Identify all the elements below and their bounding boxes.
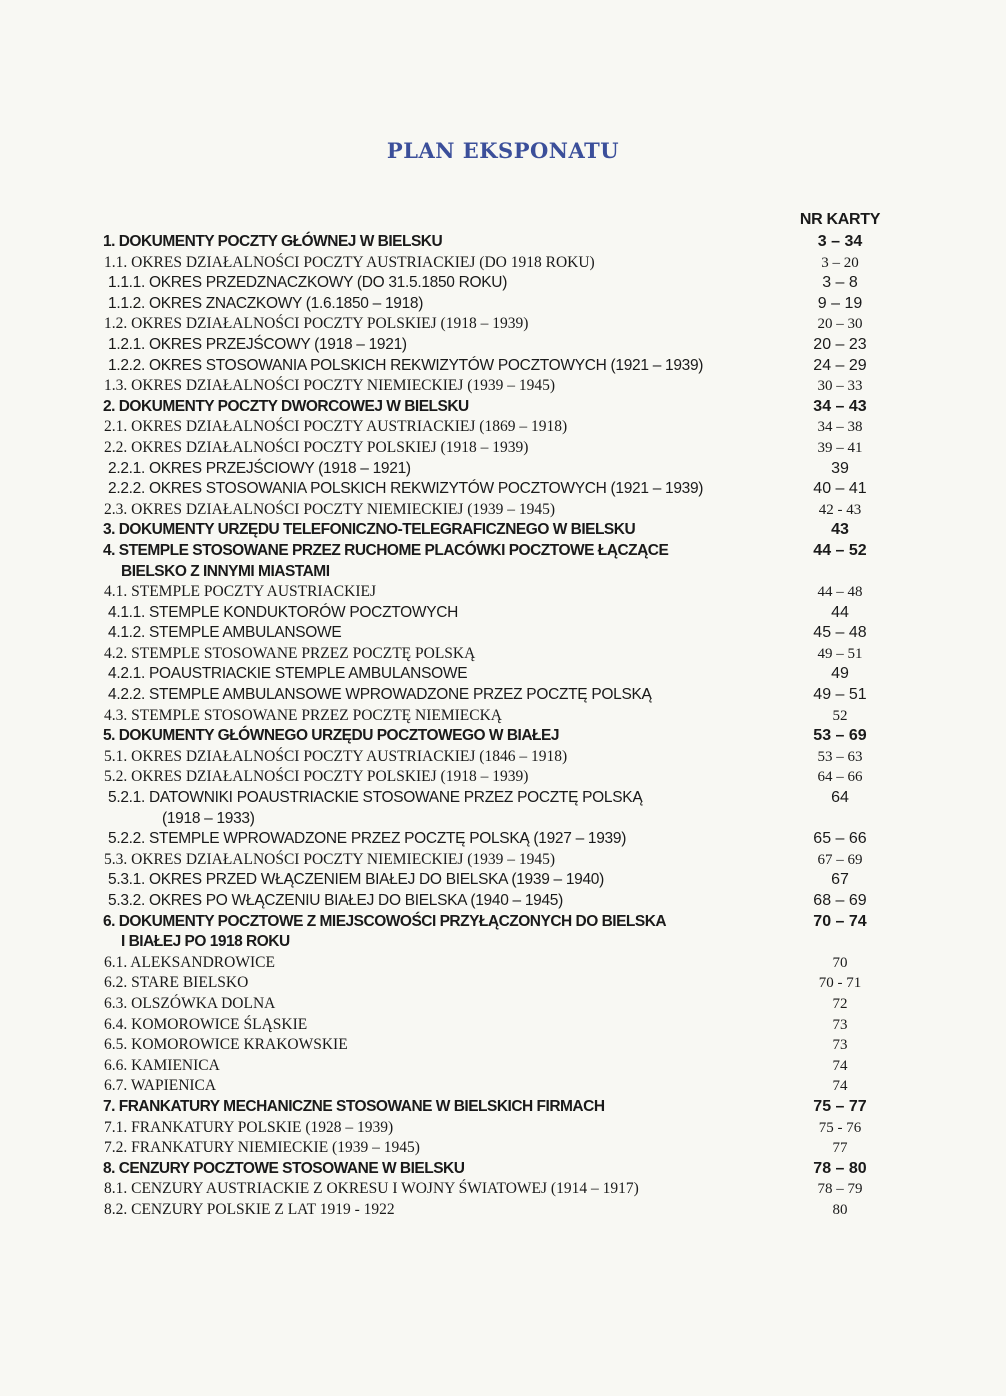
toc-entry-page-range: 24 – 29 [813, 356, 867, 374]
toc-row [0, 1159, 1006, 1180]
toc-entry-page-range: 53 – 63 [817, 748, 863, 765]
toc-entry-label: 6.7. WAPIENICA [104, 1077, 217, 1095]
toc-entry-page-range: 75 - 76 [818, 1119, 862, 1136]
toc-row [0, 1138, 1006, 1159]
toc-row [0, 479, 1006, 500]
toc-entry-page-range: 72 [832, 995, 848, 1012]
toc-entry-page-range: 67 – 69 [817, 851, 863, 868]
toc-entry-page-range: 78 – 79 [817, 1181, 863, 1198]
toc-row [0, 1200, 1006, 1221]
toc-entry-page-range: 70 – 74 [813, 912, 867, 930]
toc-entry-label: 4.1. STEMPLE POCZTY AUSTRIACKIEJ [104, 583, 376, 601]
toc-row [0, 376, 1006, 397]
toc-entry-page-range: 75 – 77 [813, 1097, 867, 1115]
toc-entry-label: 1.3. OKRES DZIAŁALNOŚCI POCZTY NIEMIECKIEJ (1939 – 1945) [104, 377, 556, 395]
toc-entry-label: 5. DOKUMENTY GŁÓWNEGO URZĘDU POCZTOWEGO W BIAŁEJ [103, 727, 559, 745]
toc-entry-page-range: 43 [831, 521, 849, 539]
toc-entry-page-range: 30 – 33 [817, 378, 863, 395]
toc-row [0, 438, 1006, 459]
toc-entry-page-range: 65 – 66 [813, 830, 867, 848]
toc-entry-page-range: 34 – 38 [817, 419, 863, 436]
toc-row [0, 953, 1006, 974]
toc-entry-label: 4. STEMPLE STOSOWANE PRZEZ RUCHOME PLACÓWKI POCZTOWE ŁĄCZĄCE [103, 541, 669, 559]
toc-entry-page-range: 9 – 19 [817, 294, 863, 312]
toc-entry-label: 6.5. KOMOROWICE KRAKOWSKIE [104, 1036, 348, 1054]
toc-entry-label: (1918 – 1933) [162, 809, 255, 827]
toc-entry-page-range: 20 – 23 [813, 335, 867, 353]
toc-entry-label: 2.2.1. OKRES PRZEJŚCIOWY (1918 – 1921) [108, 459, 411, 477]
toc-entry-page-range: 45 – 48 [813, 624, 867, 642]
toc-entry-label: 6.4. KOMOROWICE ŚLĄSKIE [104, 1015, 308, 1033]
toc-row [0, 829, 1006, 850]
toc-entry-page-range: 44 – 48 [817, 584, 863, 601]
toc-entry-page-range: 49 – 51 [817, 645, 863, 662]
toc-entry-page-range: 44 [831, 603, 849, 621]
toc-entry-label: 4.3. STEMPLE STOSOWANE PRZEZ POCZTĘ NIEMIECKĄ [104, 706, 502, 724]
toc-entry-page-range: 44 – 52 [813, 541, 867, 559]
toc-entry-label: 8. CENZURY POCZTOWE STOSOWANE W BIELSKU [103, 1159, 465, 1177]
toc-entry-label: 1. DOKUMENTY POCZTY GŁÓWNEJ W BIELSKU [103, 233, 443, 250]
toc-row [0, 1056, 1006, 1077]
toc-row [0, 541, 1006, 562]
page-title: PLAN EKSPONATU [386, 138, 620, 163]
toc-row [0, 973, 1006, 994]
toc-row [0, 1076, 1006, 1097]
toc-entry-page-range: 77 [832, 1140, 848, 1157]
toc-entry-label: 6.6. KAMIENICA [104, 1056, 220, 1074]
toc-entry-label: 1.1.2. OKRES ZNACZKOWY (1.6.1850 – 1918) [108, 294, 424, 312]
toc-entry-page-range: 49 [831, 665, 849, 683]
toc-entry-label: 1.2. OKRES DZIAŁALNOŚCI POCZTY POLSKIEJ (1918 – 1939) [104, 315, 529, 333]
toc-entry-page-range: 3 – 8 [822, 274, 858, 292]
toc-row [0, 644, 1006, 665]
toc-entry-label: 6.3. OLSZÓWKA DOLNA [104, 994, 276, 1012]
toc-entry-page-range: 3 – 34 [817, 233, 863, 250]
toc-entry-page-range: 53 – 69 [813, 727, 867, 745]
toc-entry-label: 5.1. OKRES DZIAŁALNOŚCI POCZTY AUSTRIACKIEJ (1846 – 1918) [104, 747, 568, 765]
toc-entry-page-range: 67 [831, 871, 849, 889]
toc-row [0, 335, 1006, 356]
toc-entry-label: 4.2.1. POAUSTRIACKIE STEMPLE AMBULANSOWE [108, 665, 468, 683]
toc-entry-page-range: 42 - 43 [818, 501, 862, 518]
toc-entry-label: BIELSKO Z INNYMI MIASTAMI [121, 562, 330, 580]
toc-entry-page-range: 39 – 41 [817, 439, 863, 456]
toc-row [0, 1179, 1006, 1200]
toc-entry-page-range: 73 [832, 1016, 848, 1033]
toc-entry-label: 2.3. OKRES DZIAŁALNOŚCI POCZTY NIEMIECKIEJ (1939 – 1945) [104, 500, 556, 518]
toc-entry-label: 7.1. FRANKATURY POLSKIE (1928 – 1939) [104, 1118, 394, 1136]
table-of-contents [0, 232, 1006, 1221]
toc-entry-page-range: 64 – 66 [817, 769, 863, 786]
toc-row [0, 459, 1006, 480]
toc-entry-page-range: 68 – 69 [813, 892, 867, 909]
toc-entry-label: 6.2. STARE BIELSKO [104, 974, 249, 992]
toc-row [0, 273, 1006, 294]
toc-entry-label: 5.2.1. DATOWNIKI POAUSTRIACKIE STOSOWANE PRZEZ POCZTĘ POLSKĄ [108, 789, 643, 807]
toc-entry-page-range: 52 [832, 707, 848, 724]
toc-row [0, 912, 1006, 933]
toc-entry-label: 4.2. STEMPLE STOSOWANE PRZEZ POCZTĘ POLSKĄ [104, 644, 476, 662]
toc-entry-label: 7.2. FRANKATURY NIEMIECKIE (1939 – 1945) [104, 1139, 420, 1157]
toc-entry-page-range: 73 [832, 1037, 848, 1054]
toc-row [0, 562, 1006, 583]
toc-row [0, 397, 1006, 418]
toc-row [0, 870, 1006, 891]
toc-entry-label: 2.2. OKRES DZIAŁALNOŚCI POCZTY POLSKIEJ (1918 – 1939) [104, 438, 529, 456]
toc-row [0, 788, 1006, 809]
toc-entry-label: 2.1. OKRES DZIAŁALNOŚCI POCZTY AUSTRIACKIEJ (1869 – 1918) [104, 418, 568, 436]
toc-entry-label: 1.1.1. OKRES PRZEDZNACZKOWY (DO 31.5.1850 ROKU) [108, 274, 508, 292]
toc-entry-label: 8.2. CENZURY POLSKIE Z LAT 1919 - 1922 [104, 1200, 395, 1218]
toc-entry-page-range: 34 – 43 [813, 397, 867, 415]
toc-entry-label: 6. DOKUMENTY POCZTOWE Z MIEJSCOWOŚCI PRZYŁĄCZONYCH DO BIELSKA [103, 912, 667, 930]
toc-row [0, 520, 1006, 541]
toc-row [0, 623, 1006, 644]
toc-row [0, 767, 1006, 788]
toc-entry-label: 5.2. OKRES DZIAŁALNOŚCI POCZTY POLSKIEJ (1918 – 1939) [104, 768, 529, 786]
toc-row [0, 1118, 1006, 1139]
toc-row [0, 356, 1006, 377]
toc-row [0, 314, 1006, 335]
toc-row [0, 500, 1006, 521]
toc-row [0, 891, 1006, 912]
toc-entry-page-range: 39 [831, 459, 849, 477]
toc-entry-label: 7. FRANKATURY MECHANICZNE STOSOWANE W BIELSKICH FIRMACH [103, 1097, 605, 1115]
toc-entry-label: 8.1. CENZURY AUSTRIACKIE Z OKRESU I WOJNY ŚWIATOWEJ (1914 – 1917) [104, 1180, 639, 1198]
toc-entry-label: 4.1.2. STEMPLE AMBULANSOWE [108, 624, 342, 642]
toc-entry-label: 2. DOKUMENTY POCZTY DWORCOWEJ W BIELSKU [103, 397, 469, 415]
toc-entry-label: 2.2.2. OKRES STOSOWANIA POLSKICH REKWIZYTÓW POCZTOWYCH (1921 – 1939) [108, 480, 704, 498]
toc-row [0, 294, 1006, 315]
toc-row [0, 706, 1006, 727]
toc-row [0, 232, 1006, 253]
toc-entry-label: 1.2.2. OKRES STOSOWANIA POLSKICH REKWIZYTÓW POCZTOWYCH (1921 – 1939) [108, 356, 704, 374]
toc-row [0, 253, 1006, 274]
toc-row [0, 685, 1006, 706]
toc-row [0, 417, 1006, 438]
toc-entry-page-range: 70 [832, 954, 848, 971]
toc-entry-label: 5.2.2. STEMPLE WPROWADZONE PRZEZ POCZTĘ POLSKĄ (1927 – 1939) [108, 830, 627, 848]
toc-row [0, 582, 1006, 603]
toc-row [0, 1097, 1006, 1118]
toc-row [0, 603, 1006, 624]
toc-row [0, 932, 1006, 953]
toc-entry-page-range: 49 – 51 [813, 686, 867, 704]
toc-entry-page-range: 78 – 80 [813, 1159, 867, 1177]
toc-entry-page-range: 20 – 30 [817, 316, 863, 333]
toc-row [0, 747, 1006, 768]
toc-entry-label: 3. DOKUMENTY URZĘDU TELEFONICZNO-TELEGRAFICZNEGO W BIELSKU [103, 521, 636, 539]
toc-row [0, 850, 1006, 871]
toc-entry-page-range: 74 [832, 1057, 848, 1074]
toc-row [0, 1015, 1006, 1036]
toc-entry-page-range: 70 - 71 [818, 975, 862, 992]
toc-entry-page-range: 40 – 41 [813, 480, 867, 498]
toc-entry-page-range: 64 [831, 789, 849, 807]
toc-entry-label: I BIAŁEJ PO 1918 ROKU [121, 933, 290, 951]
toc-row [0, 726, 1006, 747]
toc-row [0, 1035, 1006, 1056]
toc-entry-page-range: 74 [832, 1078, 848, 1095]
column-header-page-numbers: NR KARTY [799, 211, 881, 228]
toc-entry-label: 5.3.2. OKRES PO WŁĄCZENIU BIAŁEJ DO BIELSKA (1940 – 1945) [108, 892, 563, 909]
toc-entry-label: 5.3.1. OKRES PRZED WŁĄCZENIEM BIAŁEJ DO BIELSKA (1939 – 1940) [108, 871, 604, 889]
toc-entry-page-range: 3 – 20 [821, 254, 859, 271]
toc-row [0, 994, 1006, 1015]
toc-entry-label: 1.2.1. OKRES PRZEJŚCOWY (1918 – 1921) [108, 335, 407, 353]
toc-entry-page-range: 80 [832, 1201, 848, 1218]
toc-entry-label: 6.1. ALEKSANDROWICE [104, 953, 275, 971]
toc-row [0, 809, 1006, 830]
toc-entry-label: 5.3. OKRES DZIAŁALNOŚCI POCZTY NIEMIECKIEJ (1939 – 1945) [104, 850, 556, 868]
toc-entry-label: 4.2.2. STEMPLE AMBULANSOWE WPROWADZONE PRZEZ POCZTĘ POLSKĄ [108, 686, 652, 704]
toc-row [0, 664, 1006, 685]
toc-entry-label: 4.1.1. STEMPLE KONDUKTORÓW POCZTOWYCH [108, 603, 459, 621]
toc-entry-label: 1.1. OKRES DZIAŁALNOŚCI POCZTY AUSTRIACKIEJ (DO 1918 ROKU) [104, 253, 595, 271]
